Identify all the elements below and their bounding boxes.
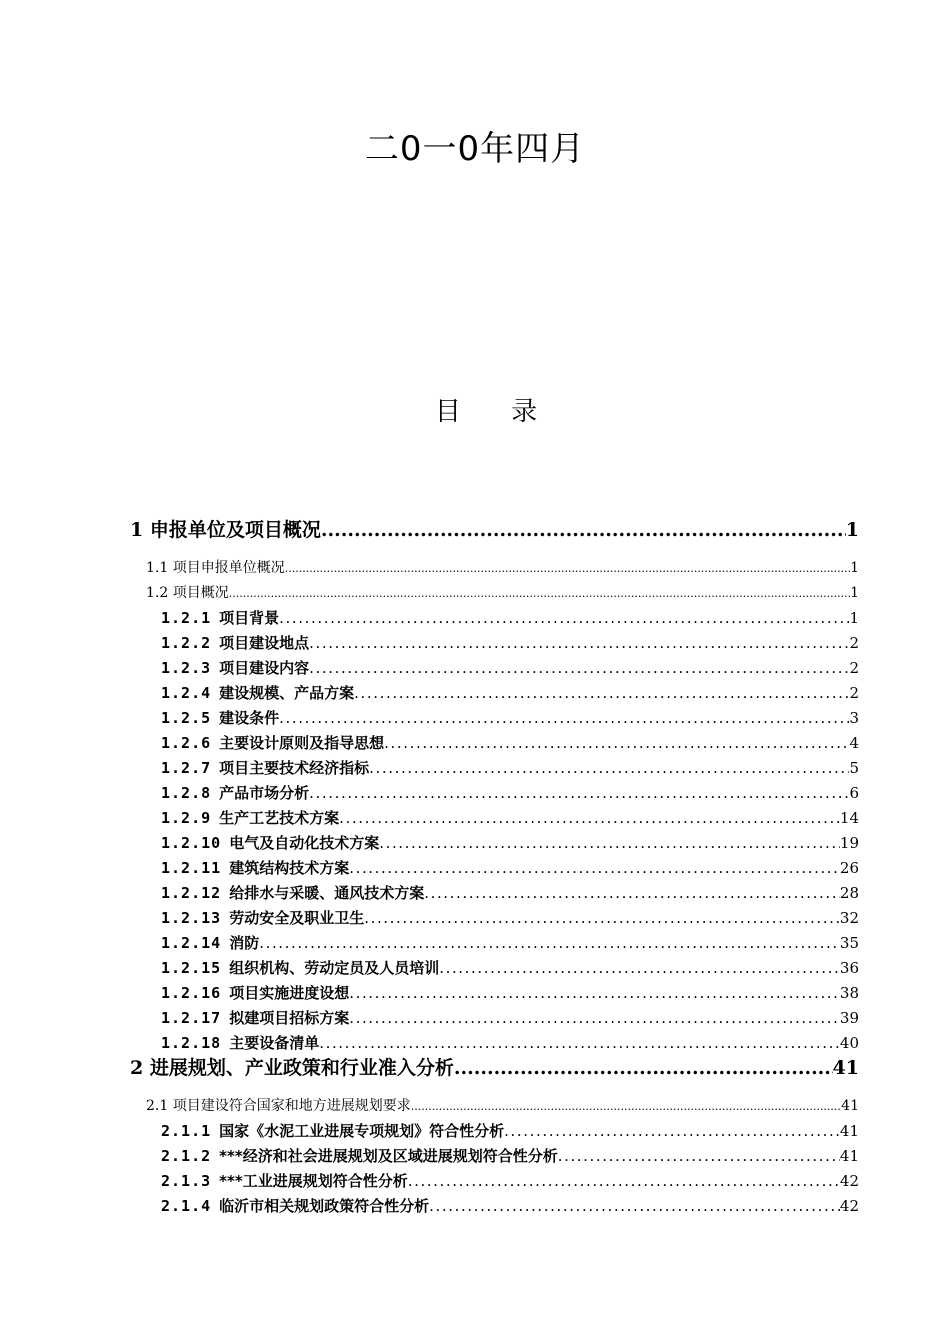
toc-entry-page: 5 bbox=[849, 759, 859, 777]
dot-leader bbox=[259, 934, 840, 952]
toc-entry-1-2-7[interactable] bbox=[161, 757, 859, 781]
toc-entry-number: 1.2.7 bbox=[161, 759, 212, 777]
toc-entry-title: 项目背景 bbox=[219, 609, 280, 627]
toc-entry-page: 38 bbox=[839, 984, 859, 1002]
toc-entry-number: 1.2.13 bbox=[161, 909, 222, 927]
toc-entry-title: 建设条件 bbox=[219, 709, 280, 727]
toc-entry-1-2-11[interactable] bbox=[161, 857, 859, 881]
toc-entry-title: 项目主要技术经济指标 bbox=[219, 759, 370, 777]
toc-entry-page: 2 bbox=[849, 659, 859, 677]
toc-entry-number: 1.2.17 bbox=[161, 1009, 222, 1027]
toc-heading: 目 录 bbox=[434, 397, 556, 427]
toc-entry-1-2-9[interactable] bbox=[161, 807, 859, 831]
toc-entry-title: 给排水与采暖、通风技术方案 bbox=[229, 884, 425, 902]
toc-entry-page: 42 bbox=[839, 1197, 859, 1215]
dot-leader bbox=[309, 659, 849, 677]
toc-entry-title: 项目建设符合国家和地方进展规划要求 bbox=[172, 1098, 411, 1114]
toc-entry-1-2-10[interactable] bbox=[161, 832, 859, 856]
toc-entry-page: 3 bbox=[849, 709, 859, 727]
toc-entry-1-2-3[interactable] bbox=[161, 657, 859, 681]
toc-entry-2-1[interactable] bbox=[146, 1095, 859, 1119]
dot-leader bbox=[309, 634, 849, 652]
toc-entry-title: 项目建设内容 bbox=[219, 659, 310, 677]
toc-entry-title: 项目概况 bbox=[172, 585, 229, 601]
dot-leader bbox=[429, 1197, 840, 1215]
dot-leader bbox=[379, 834, 840, 852]
dot-leader bbox=[279, 709, 849, 727]
toc-entry-title: 临沂市相关规划政策符合性分析 bbox=[219, 1197, 430, 1215]
toc-entry-2-1-3[interactable] bbox=[161, 1170, 859, 1194]
toc-entry-page: 1 bbox=[850, 585, 859, 601]
toc-entry-page: 2 bbox=[849, 684, 859, 702]
toc-entry-number: 1.2.14 bbox=[161, 934, 222, 952]
toc-entry-page: 1 bbox=[849, 609, 859, 627]
toc-entry-number: 1.2.15 bbox=[161, 959, 222, 977]
dot-leader bbox=[321, 519, 846, 541]
toc-entry-number: 1.2.1 bbox=[161, 609, 212, 627]
dot-leader bbox=[424, 884, 840, 902]
dot-leader bbox=[384, 734, 849, 752]
toc-entry-number: 1.2.9 bbox=[161, 809, 212, 827]
toc-entry-1-2-1[interactable] bbox=[161, 607, 859, 631]
toc-entry-number: 1.2.3 bbox=[161, 659, 212, 677]
toc-entry-title: 电气及自动化技术方案 bbox=[229, 834, 380, 852]
toc-entry-1-2-17[interactable] bbox=[161, 1007, 859, 1031]
toc-entry-2-1-2[interactable] bbox=[161, 1145, 859, 1169]
toc-entry-page: 6 bbox=[849, 784, 859, 802]
toc-entry-number: 2.1 bbox=[146, 1098, 169, 1114]
toc-entry-2-1-4[interactable] bbox=[161, 1195, 859, 1219]
toc-entry-title: 拟建项目招标方案 bbox=[229, 1009, 350, 1027]
toc-entry-title: 进展规划、产业政策和行业准入分析 bbox=[149, 1057, 454, 1079]
toc-entry-page: 36 bbox=[839, 959, 859, 977]
toc-entry-page: 35 bbox=[839, 934, 859, 952]
toc-entry-1-2-8[interactable] bbox=[161, 782, 859, 806]
toc-entry-page: 39 bbox=[839, 1009, 859, 1027]
toc-entry-number: 1.2.5 bbox=[161, 709, 212, 727]
toc-entry-1-2-14[interactable] bbox=[161, 932, 859, 956]
dot-leader bbox=[558, 1147, 840, 1165]
toc-entry-page: 1 bbox=[850, 560, 859, 576]
toc-entry-title: 组织机构、劳动定员及人员培训 bbox=[229, 959, 440, 977]
toc-entry-number: 2.1.2 bbox=[161, 1147, 212, 1165]
toc-entry-title: 建筑结构技术方案 bbox=[229, 859, 350, 877]
toc-entry-page: 42 bbox=[839, 1172, 859, 1190]
toc-entry-title: 申报单位及项目概况 bbox=[149, 519, 321, 541]
toc-entry-number: 2 bbox=[130, 1057, 144, 1079]
toc-entry-title: ***经济和社会进展规划及区域进展规划符合性分析 bbox=[219, 1147, 558, 1165]
dot-leader bbox=[229, 585, 850, 601]
toc-entry-1-2-15[interactable] bbox=[161, 957, 859, 981]
toc-entry-1-2-4[interactable] bbox=[161, 682, 859, 706]
toc-entry-1-2-6[interactable] bbox=[161, 732, 859, 756]
toc-entry-page: 41 bbox=[839, 1122, 859, 1140]
toc-entry-1-1[interactable] bbox=[146, 557, 859, 581]
toc-entry-number: 1.2.10 bbox=[161, 834, 222, 852]
toc-entry-title: ***工业进展规划符合性分析 bbox=[219, 1172, 408, 1190]
dot-leader bbox=[349, 984, 840, 1002]
dot-leader bbox=[454, 1057, 833, 1079]
dot-leader bbox=[364, 909, 840, 927]
dot-leader bbox=[354, 684, 849, 702]
dot-leader bbox=[309, 784, 849, 802]
toc-entry-number: 2.1.1 bbox=[161, 1122, 212, 1140]
toc-entry-number: 1.2.12 bbox=[161, 884, 222, 902]
toc-entry-number: 2.1.4 bbox=[161, 1197, 212, 1215]
toc-entry-page: 19 bbox=[839, 834, 859, 852]
dot-leader bbox=[349, 859, 840, 877]
toc-entry-2-1-1[interactable] bbox=[161, 1120, 859, 1144]
toc-entry-1-2-2[interactable] bbox=[161, 632, 859, 656]
dot-leader bbox=[504, 1122, 840, 1140]
toc-entry-number: 1.2.16 bbox=[161, 984, 222, 1002]
toc-entry-page: 4 bbox=[849, 734, 859, 752]
toc-entry-title: 主要设计原则及指导思想 bbox=[219, 734, 385, 752]
cover-date: 二0一0年四月 bbox=[364, 129, 586, 169]
toc-entry-page: 14 bbox=[839, 809, 859, 827]
toc-entry-page: 2 bbox=[849, 634, 859, 652]
toc-entry-page: 26 bbox=[839, 859, 859, 877]
toc-entry-number: 1.1 bbox=[146, 560, 169, 576]
dot-leader bbox=[339, 809, 840, 827]
toc-entry-page: 40 bbox=[839, 1034, 859, 1052]
toc-entry-page: 41 bbox=[839, 1147, 859, 1165]
dot-leader bbox=[408, 1172, 840, 1190]
toc-entry-page: 1 bbox=[845, 519, 859, 541]
toc-entry-1-2-16[interactable] bbox=[161, 982, 859, 1006]
toc-entry-title: 建设规模、产品方案 bbox=[219, 684, 355, 702]
dot-leader bbox=[439, 959, 840, 977]
toc-entry-page: 41 bbox=[841, 1098, 859, 1114]
toc-entry-page: 28 bbox=[839, 884, 859, 902]
toc-entry-page: 32 bbox=[839, 909, 859, 927]
dot-leader bbox=[369, 759, 849, 777]
toc-entry-title: 国家《水泥工业进展专项规划》符合性分析 bbox=[219, 1122, 505, 1140]
dot-leader bbox=[319, 1034, 840, 1052]
toc-entry-number: 1.2.2 bbox=[161, 634, 212, 652]
toc-entry-number: 1.2 bbox=[146, 585, 169, 601]
toc-entry-number: 2.1.3 bbox=[161, 1172, 212, 1190]
toc-entry-1-2[interactable] bbox=[146, 582, 859, 606]
toc-entry-title: 产品市场分析 bbox=[219, 784, 310, 802]
toc-entry-title: 主要设备清单 bbox=[229, 1034, 320, 1052]
toc-entry-title: 项目建设地点 bbox=[219, 634, 310, 652]
dot-leader bbox=[279, 609, 849, 627]
toc-entry-number: 1.2.18 bbox=[161, 1034, 222, 1052]
toc-entry-number: 1 bbox=[130, 519, 144, 541]
toc-entry-title: 消防 bbox=[229, 934, 260, 952]
toc-entry-number: 1.2.4 bbox=[161, 684, 212, 702]
dot-leader bbox=[411, 1098, 841, 1114]
toc-entry-1[interactable] bbox=[130, 515, 859, 545]
toc-entry-number: 1.2.6 bbox=[161, 734, 212, 752]
toc-entry-title: 劳动安全及职业卫生 bbox=[229, 909, 365, 927]
toc-entry-title: 项目申报单位概况 bbox=[172, 560, 285, 576]
toc-entry-page: 41 bbox=[832, 1057, 859, 1079]
dot-leader bbox=[285, 560, 850, 576]
toc-entry-1-2-12[interactable] bbox=[161, 882, 859, 906]
dot-leader bbox=[349, 1009, 840, 1027]
toc-entry-title: 生产工艺技术方案 bbox=[219, 809, 340, 827]
toc-entry-number: 1.2.8 bbox=[161, 784, 212, 802]
toc-entry-title: 项目实施进度设想 bbox=[229, 984, 350, 1002]
toc-entry-1-2-13[interactable] bbox=[161, 907, 859, 931]
toc-entry-1-2-5[interactable] bbox=[161, 707, 859, 731]
toc-entry-2[interactable] bbox=[130, 1053, 859, 1083]
toc-entry-number: 1.2.11 bbox=[161, 859, 222, 877]
